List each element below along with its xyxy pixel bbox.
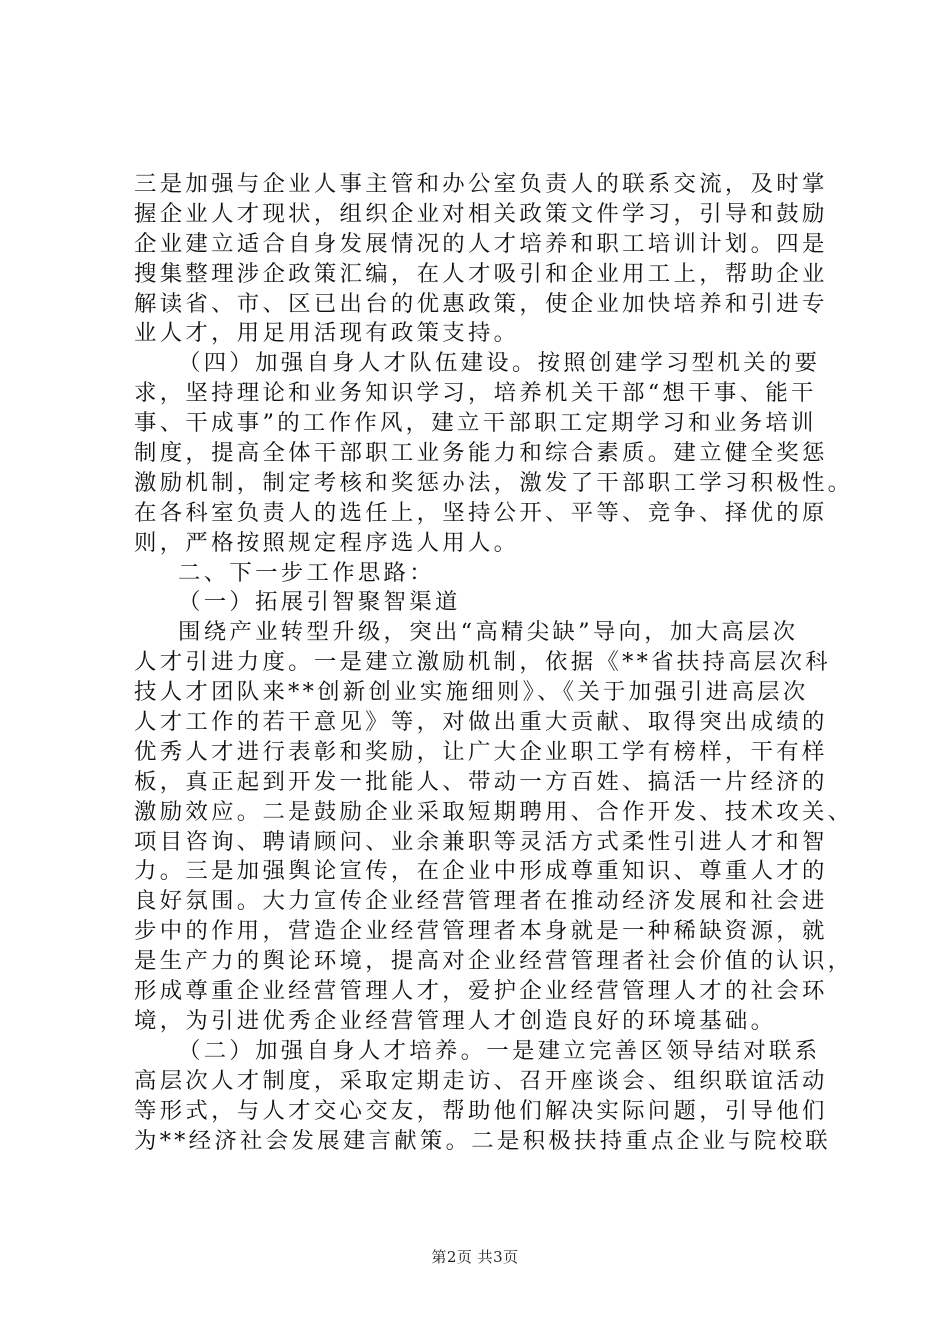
text-line: 业人才，用足用活现有政策支持。 [134,320,520,347]
text-line: 则，严格按照规定程序选人用人。 [134,529,520,556]
text-line: 握企业人才现状，组织企业对相关政策文件学习，引导和鼓励 [134,200,828,227]
text-line: 解读省、市、区已出台的优惠政策，使企业加快培养和引进专 [134,290,828,317]
text-line: 事、干成事”的工作作风，建立干部职工定期学习和业务培训 [134,410,817,437]
text-line: 优秀人才进行表彰和奖励，让广大企业职工学有榜样，干有样 [134,738,828,765]
text-line: 为**经济社会发展建言献策。二是积极扶持重点企业与院校联 [134,1127,831,1154]
text-line: 制度，提高全体干部职工业务能力和综合素质。建立健全奖惩 [134,440,828,467]
text-line: 等形式，与人才交心交友，帮助他们解决实际问题，引导他们 [134,1097,828,1124]
text-line: 步中的作用，营造企业经营管理者本身就是一种稀缺资源，就 [134,918,828,945]
text-line: 形成尊重企业经营管理人才，爱护企业经营管理人才的社会环 [134,978,828,1005]
text-line: 人才工作的若干意见》等，对做出重大贡献、取得突出成绩的 [134,709,828,736]
text-line: 激励机制，制定考核和奖惩办法，激发了干部职工学习积极性。 [134,469,854,496]
text-line: 搜集整理涉企政策汇编，在人才吸引和企业用工上，帮助企业 [134,260,828,287]
text-line: 三是加强与企业人事主管和办公室负责人的联系交流，及时掌 [134,171,828,197]
text-line: （一）拓展引智聚智渠道 [178,589,461,616]
text-line: 激励效应。二是鼓励企业采取短期聘用、合作开发、技术攻关、 [134,798,854,825]
text-line: 境，为引进优秀企业经营管理人才创造良好的环境基础。 [134,1007,777,1034]
document-body [134,170,854,1156]
text-line: 技人才团队来**创新创业实施细则》、《关于加强引进高层次 [134,679,809,706]
text-line: （四）加强自身人才队伍建设。按照创建学习型机关的要 [178,350,821,377]
text-line: 良好氛围。大力宣传企业经营管理者在推动经济发展和社会进 [134,888,828,915]
text-line: 在各科室负责人的选任上，坚持公开、平等、竞争、择优的原 [134,499,828,526]
text-line: 高层次人才制度，采取定期走访、召开座谈会、组织联谊活动 [134,1067,828,1094]
text-line: 求，坚持理论和业务知识学习，培养机关干部“想干事、能干 [134,380,817,407]
text-line: 围绕产业转型升级，突出“高精尖缺”导向，加大高层次 [178,619,799,646]
text-line: 板，真正起到开发一批能人、带动一方百姓、搞活一片经济的 [134,768,828,795]
text-line: 项目咨询、聘请顾问、业余兼职等灵活方式柔性引进人才和智 [134,828,828,855]
text-line: （二）加强自身人才培养。一是建立完善区领导结对联系 [178,1037,821,1064]
page-footer: 第2页 共3页 [431,1248,519,1266]
text-line: 企业建立适合自身发展情况的人才培养和职工培训计划。四是 [134,230,828,257]
text-line: 力。三是加强舆论宣传，在企业中形成尊重知识、尊重人才的 [134,858,828,885]
text-line: 人才引进力度。一是建立激励机制，依据《**省扶持高层次科 [134,649,831,676]
text-line: 是生产力的舆论环境，提高对企业经营管理者社会价值的认识， [134,948,854,975]
text-line: 二、下一步工作思路： [178,559,435,586]
